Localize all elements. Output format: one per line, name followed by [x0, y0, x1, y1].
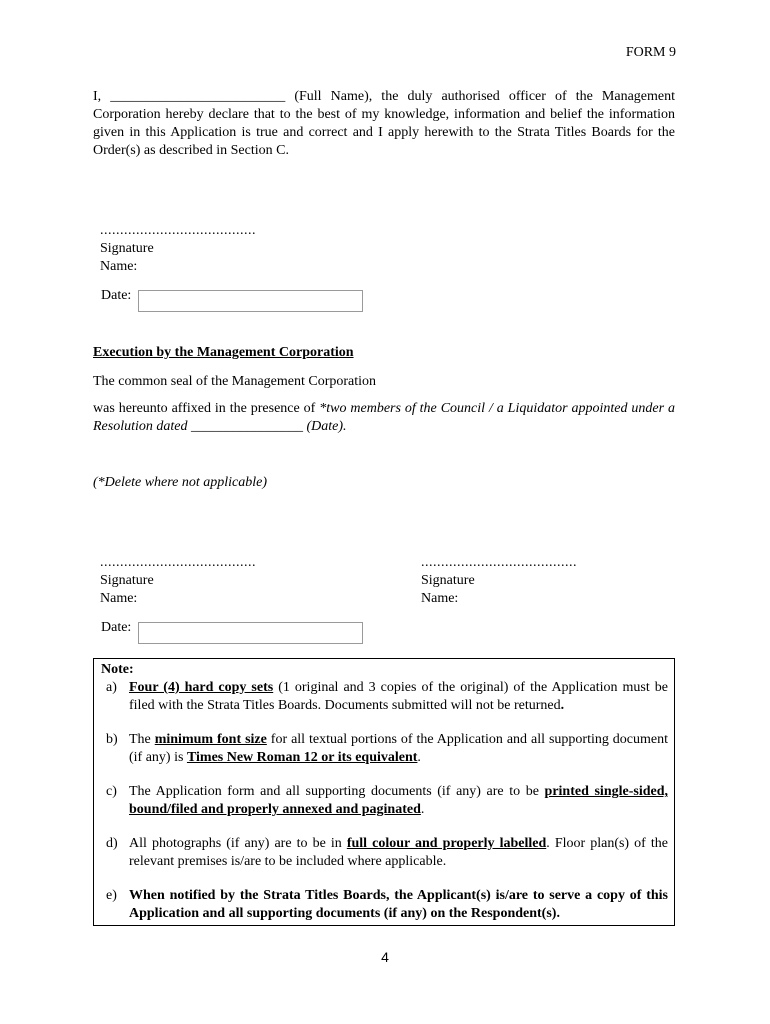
- declaration-prefix: I,: [93, 89, 111, 104]
- date-label-2: Date:: [101, 620, 132, 635]
- signature-line: .......................................: [100, 223, 256, 238]
- execution-line-2: [93, 400, 675, 436]
- note-d-text-1: All photographs (if any) are to be in: [129, 836, 347, 851]
- note-e-text: When notified by the Strata Titles Boards, the Applicant(s) is/are to serve a copy of this Application and all supporting documents (if any) on the Respondent(s).: [129, 888, 668, 921]
- signature-block-2-left: [100, 554, 256, 608]
- signature-line: .......................................: [421, 555, 577, 570]
- note-box: [93, 658, 675, 926]
- declaration-text: (Full Name), the duly authorised officer of the Management Corporation hereby declare that to the best of my knowledge, information and belief the information given in this Application is true and correct and I apply herewith to the Strata Titles Boards for the Order(s) as described in Section C.: [93, 89, 675, 158]
- note-label-d: d): [106, 836, 118, 851]
- execution-line-1: The common seal of the Management Corporation: [93, 374, 377, 389]
- page-number: 4: [381, 949, 389, 965]
- signature-block-2-right: [421, 554, 577, 608]
- signature-line: .......................................: [100, 555, 256, 570]
- note-item-c: [101, 783, 668, 819]
- execution-line-2-italic: *two members of the Council / a Liquidator appointed under a Resolution dated ________________ (Date).: [93, 401, 676, 434]
- note-title: Note:: [101, 662, 134, 677]
- note-label-a: a): [106, 680, 117, 695]
- signature-label: Signature: [100, 573, 154, 588]
- note-item-d: [101, 835, 668, 871]
- note-c-text-2: .: [420, 802, 425, 817]
- note-b-text-3: .: [417, 750, 421, 765]
- delete-note: (*Delete where not applicable): [93, 475, 268, 490]
- note-b-emphasis-2: Times New Roman 12 or its equivalent: [186, 750, 418, 765]
- execution-line-2-prefix: was hereunto affixed in the presence of: [93, 401, 320, 416]
- note-item-b: [101, 731, 668, 767]
- note-a-text: (1 original and 3 copies of the original) of the Application must be filed with the Strata Titles Boards. Documents submitted will not be returned: [129, 680, 668, 713]
- note-label-e: e): [106, 888, 117, 903]
- note-a-end: .: [560, 698, 565, 713]
- date-label-1: Date:: [101, 288, 132, 303]
- note-item-a: [101, 679, 668, 715]
- note-c-text-1: The Application form and all supporting documents (if any) are to be: [129, 784, 545, 799]
- execution-heading: Execution by the Management Corporation: [93, 345, 354, 360]
- note-b-text-2: for all textual portions of the Application and all supporting document (if any) is: [129, 732, 669, 765]
- note-label-c: c): [106, 784, 117, 799]
- declaration-paragraph: [93, 88, 675, 160]
- note-d-text-2: . Floor plan(s) of the relevant premises is/are to be included where applicable.: [129, 836, 668, 869]
- note-item-e: [101, 887, 668, 923]
- name-label: Name:: [421, 591, 459, 606]
- date-field-1[interactable]: [138, 290, 363, 312]
- note-b-emphasis-1: minimum font size: [154, 732, 267, 747]
- name-label: Name:: [100, 259, 138, 274]
- note-a-emphasis: Four (4) hard copy sets: [129, 680, 274, 695]
- note-label-b: b): [106, 732, 118, 747]
- form-number: FORM 9: [625, 45, 676, 60]
- date-field-2[interactable]: [138, 622, 363, 644]
- note-b-text-1: The: [129, 732, 155, 747]
- full-name-blank: _________________________: [110, 89, 286, 104]
- note-d-emphasis: full colour and properly labelled: [346, 836, 547, 851]
- signature-block-1: [100, 222, 256, 276]
- signature-label: Signature: [100, 241, 154, 256]
- signature-label: Signature: [421, 573, 475, 588]
- note-c-emphasis: printed single-sided, bound/filed and properly annexed and paginated: [129, 784, 668, 817]
- name-label: Name:: [100, 591, 138, 606]
